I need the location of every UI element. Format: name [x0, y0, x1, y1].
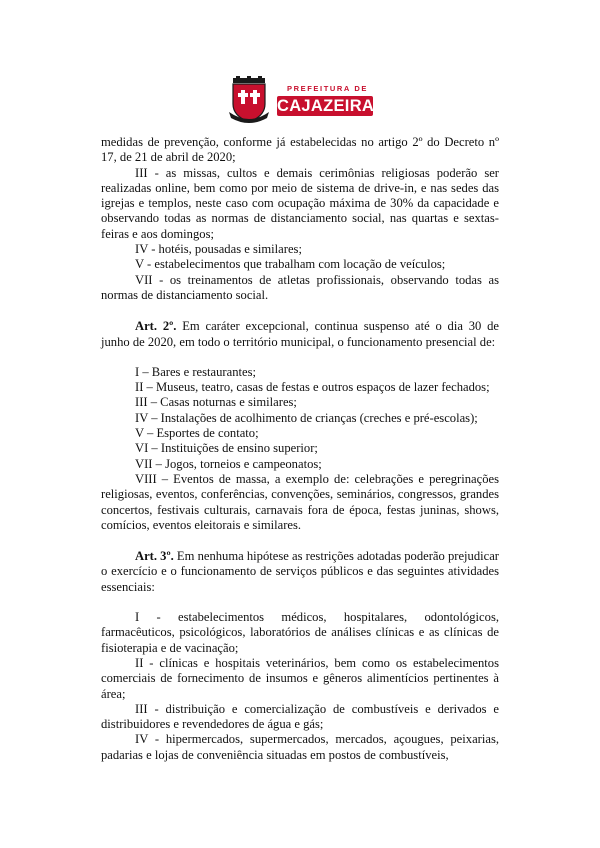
art3-text: Em nenhuma hipótese as restrições adotadas poderão prejudicar o exercício e o funcionamento de serviços públicos e das seguintes atividades essenciais: [101, 549, 499, 594]
art1-item-iii: III - as missas, cultos e demais cerimônias religiosas poderão ser realizadas online, bem como por meio de sistema de drive-in, e nas sedes das igrejas e templos, neste caso com ocupação máxima de 30% da capacidade e observando todas as normas de distanciamento social, nas quartas e sextas-feiras e aos domingos; [101, 165, 499, 241]
art2-item-vi: VI – Instituições de ensino superior; [135, 441, 318, 456]
art3-item-iii: III - distribuição e comercialização de combustíveis e derivados e distribuidores e revendedores de água e gás; [101, 701, 499, 732]
art3-item-i: I - estabelecimentos médicos, hospitalares, odontológicos, farmacêuticos, psicológicos, laboratórios de análises clínicas e as clínicas de fisioterapia e de vacinação; [101, 610, 499, 655]
art2-item-viii: VIII – Eventos de massa, a exemplo de: celebrações e peregrinações religiosas, eventos, conferências, convenções, seminários, congressos, grandes concertos, festivais culturais, carnavais fora de época, festas juninas, shows, comícios, eventos eleitorais e similares. [101, 471, 499, 532]
spacer [101, 350, 499, 365]
art2-item-ii: II – Museus, teatro, casas de festas e outros espaços de lazer fechados; [135, 380, 490, 395]
art2-item-iii: III – Casas noturnas e similares; [135, 395, 297, 410]
art1-item-v: V - estabelecimentos que trabalham com locação de veículos; [135, 257, 446, 272]
art1-item-iv: IV - hotéis, pousadas e similares; [135, 242, 302, 257]
art2-paragraph [101, 319, 499, 350]
art2-item-vii: VII – Jogos, torneios e campeonatos; [135, 456, 322, 471]
document-body [101, 135, 499, 763]
art3-item-iv: IV - hipermercados, supermercados, mercados, açougues, peixarias, padarias e lojas de conveniência situadas em postos de combustíveis, [101, 732, 499, 762]
brand-title: CAJAZEIRAS [277, 97, 386, 115]
art2-item-i: I – Bares e restaurantes; [135, 364, 256, 379]
spacer [101, 595, 499, 610]
prefeitura-logo [227, 70, 386, 130]
intro-continuation: medidas de prevenção, conforme já estabelecidas no artigo 2º do Decreto nº 17, de 21 de abril de 2020; [101, 135, 499, 165]
art2-item-iv: IV – Instalações de acolhimento de crianças (creches e pré-escolas); [135, 410, 478, 425]
art3-paragraph [101, 549, 499, 595]
spacer [101, 533, 499, 549]
spacer [101, 303, 499, 319]
art2-label: Art. 2º. [135, 319, 177, 334]
art1-item-vii: VII - os treinamentos de atletas profissionais, observando todas as normas de distanciamento social. [101, 272, 499, 302]
art2-item-v: V – Esportes de contato; [135, 426, 259, 441]
art3-label: Art. 3º. [135, 549, 174, 564]
art2-text: Em caráter excepcional, continua suspenso até o dia 30 de junho de 2020, em todo o território municipal, o funcionamento presencial de: [101, 319, 500, 349]
brand-subtitle: PREFEITURA DE [287, 84, 368, 93]
art3-item-ii: II - clínicas e hospitais veterinários, bem como os estabelecimentos comerciais de fornecimento de insumos e gêneros alimentícios pertinentes à área; [101, 655, 499, 701]
coat-of-arms-icon [227, 76, 271, 124]
